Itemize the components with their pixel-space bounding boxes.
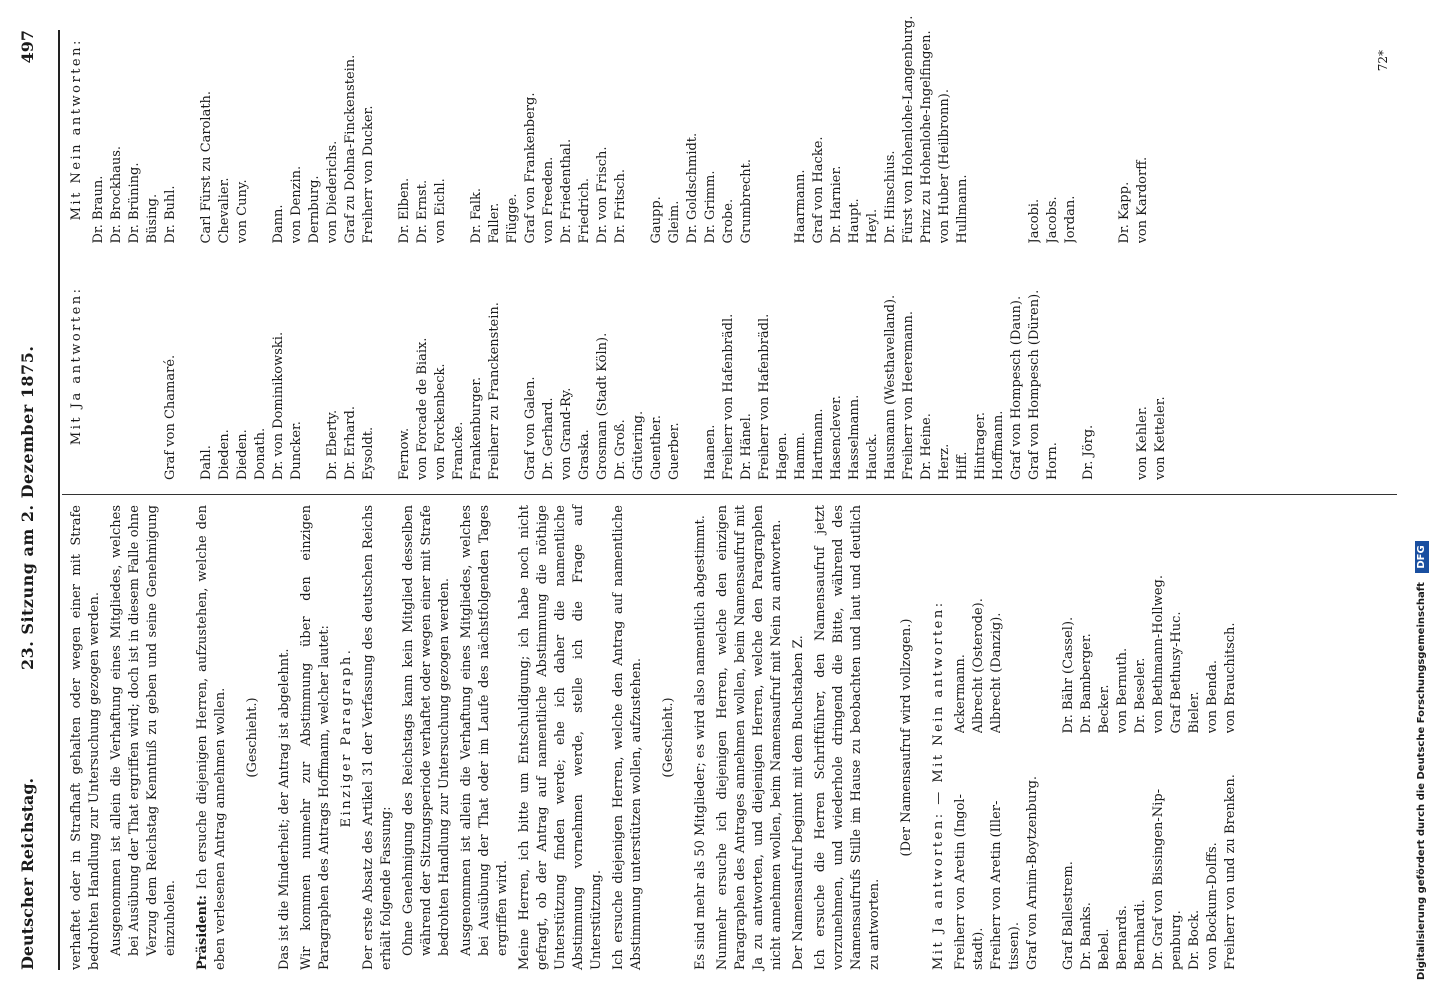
member-name xyxy=(756,15,774,244)
vote-headings xyxy=(68,15,90,480)
paragraph: Ohne Genehmigung des Reichstags kann kein Mitglied desselben während der Sitzungsperiode verhaftet oder wegen einer mit Strafe bedrohten Handlung zur Untersuchung gezogen werden. xyxy=(401,505,452,956)
member-name: Bernhardi. xyxy=(1133,899,1148,970)
member-name: Dr. Bock. xyxy=(1187,909,1202,970)
member-name xyxy=(990,15,1008,244)
member-name xyxy=(1024,505,1042,734)
paragraph: Wir kommen nunmehr zur Abstimmung über den einzigen Paragraphen des Antrags Hoffmann, welcher lautet: xyxy=(299,505,332,970)
member-name: Hauck. xyxy=(865,433,880,480)
member-name: Graf von Arnim-Boytzenburg. xyxy=(1025,775,1040,970)
member-name: Dr. Brüning. xyxy=(127,162,142,244)
procedural-note: (Geschieht.) xyxy=(661,697,676,778)
member-name: Dr. Elben. xyxy=(397,177,412,244)
paragraph: Meine Herren, ich bitte um Entschuldigung; ich habe noch nicht gefragt, ob der Antrag auf namentliche Abstimmung die nöthige Unterstützung finden werde; ehe ich daher die namentliche Abstimmung vornehmen werde, stelle ich die Frage auf Unterstützung. xyxy=(517,505,604,970)
member-name: Dr. Kapp. xyxy=(1117,181,1132,244)
member-name: von Cuny. xyxy=(235,179,250,244)
member-name xyxy=(126,252,144,481)
member-name: von Kehler. xyxy=(1135,406,1150,480)
member-name: Hasselmann. xyxy=(847,394,862,480)
member-name: von Huber (Heilbronn). xyxy=(937,89,952,244)
paragraph: Es sind mehr als 50 Mitglieder; es wird also namentlich abgestimmt. xyxy=(693,515,708,970)
member-name xyxy=(180,252,198,481)
paragraph: Der erste Absatz des Artikel 31 der Verfassung des deutschen Reichs erhält folgende Fassung: xyxy=(361,505,394,970)
member-name: Hagen. xyxy=(775,432,790,480)
member-name: Hullmann. xyxy=(955,174,970,244)
member-name: penburg. xyxy=(1169,910,1184,970)
member-name: Eysoldt. xyxy=(361,426,376,480)
signature-mark: 72* xyxy=(1376,50,1390,72)
paragraph: Das ist die Minderheit; der Antrag ist abgelehnt. xyxy=(277,648,292,970)
member-name: Dr. Eberty. xyxy=(325,409,340,480)
member-name: Büsing. xyxy=(145,193,160,244)
vote-name-list xyxy=(952,505,1240,970)
member-name: Jacobs. xyxy=(1045,196,1060,244)
member-name: Dr. Brockhaus. xyxy=(109,145,124,244)
member-name: Heyl. xyxy=(865,208,880,244)
member-name xyxy=(1098,252,1116,481)
member-name: Guenther. xyxy=(649,414,664,480)
member-name: Dieden. xyxy=(235,429,250,480)
member-name: Graska. xyxy=(577,429,592,480)
member-name: Jacobi. xyxy=(1027,198,1042,244)
member-name xyxy=(1080,15,1098,244)
member-name: Dr. von Dominikowski. xyxy=(271,331,286,480)
member-name: Jordan. xyxy=(1063,195,1078,244)
member-name: Francke. xyxy=(451,421,466,480)
member-name: Freiherr von Aretin (Ingol- xyxy=(953,794,968,970)
member-name xyxy=(378,15,396,244)
member-name xyxy=(1008,15,1026,244)
member-name: Grobe. xyxy=(721,198,736,244)
member-name: Dr. Ernst. xyxy=(415,179,430,244)
member-name: Gleim. xyxy=(667,200,682,244)
member-name: von Freeden. xyxy=(541,156,556,244)
member-name: stadt). xyxy=(971,927,986,970)
column-divider xyxy=(62,494,1397,495)
member-name: Dr. Bamberger. xyxy=(1079,633,1094,734)
member-name: Freiherr von Aretin (Iller- xyxy=(989,800,1004,970)
member-name xyxy=(252,15,270,244)
member-name: Horn. xyxy=(1045,442,1060,480)
member-name xyxy=(180,15,198,244)
member-name: Dr. Buhl. xyxy=(163,185,178,244)
member-name: Freiherr von und zu Brenken. xyxy=(1223,774,1238,970)
member-name: Albrecht (Danzig). xyxy=(989,612,1004,734)
header-rule xyxy=(58,30,60,970)
member-name: von Diederichs. xyxy=(325,140,340,244)
member-name: Graf von Hompesch (Düren). xyxy=(1027,289,1042,480)
member-name: Freiherr von Hafenbrädl. xyxy=(757,313,772,480)
member-name: Haanen. xyxy=(703,424,718,480)
member-name: von Kardorff. xyxy=(1135,156,1150,244)
speaker-label: Präsident: xyxy=(195,895,210,970)
credit-strip xyxy=(1412,0,1432,1000)
member-name: von Brauchitsch. xyxy=(1223,622,1238,734)
member-name: Herz. xyxy=(937,443,952,480)
procedural-note: (Geschieht.) xyxy=(245,697,260,778)
member-name: Freiherr von Heeremann. xyxy=(901,311,916,480)
nein-names xyxy=(952,505,1240,734)
member-name: von Bethmann-Hollweg. xyxy=(1151,575,1166,734)
member-name: Dr. Falk. xyxy=(469,187,484,244)
member-name xyxy=(972,15,990,244)
member-name: Chevalier. xyxy=(217,177,232,244)
member-name: Bernards. xyxy=(1115,905,1130,970)
member-name: Hausmann (Westhavelland). xyxy=(883,294,898,480)
member-name: von Benda. xyxy=(1205,660,1220,734)
member-name xyxy=(1116,252,1134,481)
member-name: Frankenburger. xyxy=(469,376,484,480)
paragraph: Ausgenommen ist allein die Verhaftung eines Mitgliedes, welches bei Ausübung der That oder im Laufe des nächstfolgenden Tages ergriffen wird. xyxy=(459,505,510,956)
member-name: Fürst von Hohenlohe-Langenburg. xyxy=(901,15,916,244)
member-name: Gaupp. xyxy=(649,196,664,244)
nein-names xyxy=(90,15,1170,244)
member-name: Grumbrecht. xyxy=(739,158,754,244)
member-name: Fernow. xyxy=(397,427,412,480)
president-statement xyxy=(194,505,230,970)
member-name: von Bockum-Dolffs. xyxy=(1205,842,1220,970)
member-name: Prinz zu Hohenlohe-Ingelfingen. xyxy=(919,30,934,244)
member-name: Haupt. xyxy=(847,198,862,244)
section-title: Einziger Paragraph. xyxy=(339,647,354,828)
member-name: Dr. Bähr (Cassel). xyxy=(1061,616,1076,734)
member-name xyxy=(450,15,468,244)
member-name: Faller. xyxy=(487,202,502,244)
member-name xyxy=(1062,252,1080,481)
member-name: Graf Bethusy-Huc. xyxy=(1169,611,1184,734)
member-name: Dr. Jörg. xyxy=(1081,424,1096,480)
member-name xyxy=(684,252,702,481)
credit-text: Digitalisierung gefördert durch die Deutsche Forschungsgemeinschaft xyxy=(1416,582,1427,980)
member-name: Ackermann. xyxy=(953,654,968,734)
member-name: Dahl. xyxy=(199,445,214,480)
publication-title: Deutscher Reichstag. xyxy=(18,777,37,970)
member-name: Hiff. xyxy=(955,451,970,480)
member-name: Hartmann. xyxy=(811,408,826,480)
member-name: von Denzin. xyxy=(289,165,304,244)
member-name: von Forckenbeck. xyxy=(433,363,448,480)
ja-names xyxy=(952,742,1240,971)
member-name xyxy=(504,252,522,481)
member-name: Graf von Hompesch (Daun). xyxy=(1009,295,1024,480)
member-name: Dr. Beseler. xyxy=(1133,657,1148,734)
speaker-text: Ich ersuche diejenigen Herren, aufzustehen, welche den eben verlesenen Antrag annehmen wollen. xyxy=(195,505,228,970)
member-name: Dr. Groß. xyxy=(613,419,628,480)
member-name: Dr. Grimm. xyxy=(703,170,718,244)
procedural-note: (Der Namensaufruf wird vollzogen.) xyxy=(899,618,914,857)
member-name: Grütering. xyxy=(631,410,646,480)
member-name: Graf von Frankenberg. xyxy=(523,92,538,244)
paragraph: Der Namensaufruf beginnt mit dem Buchstaben Z. xyxy=(791,635,806,970)
member-name xyxy=(1006,505,1024,734)
member-name xyxy=(1042,505,1060,734)
member-name: von Forcade de Biaix. xyxy=(415,337,430,480)
nein-heading: Mit Nein antworten: xyxy=(69,38,84,221)
paragraph: Ich ersuche diejenigen Herren, welche den Antrag auf namentliche Abstimmung unterstützen wollen, aufzustehen. xyxy=(611,505,644,970)
member-name: Dann. xyxy=(271,204,286,244)
member-name: Hoffmann. xyxy=(991,410,1006,480)
member-name: Donath. xyxy=(253,427,268,480)
ja-names xyxy=(90,252,1170,481)
member-name xyxy=(774,15,792,244)
member-name: von Bernuth. xyxy=(1115,647,1130,734)
member-name: Graf zu Dohna-Finckenstein. xyxy=(343,54,358,244)
member-name: Hamm. xyxy=(793,432,808,480)
member-name: Graf Ballestrem. xyxy=(1061,861,1076,970)
member-name: Bieler. xyxy=(1187,691,1202,734)
member-name: Freiherr zu Franckenstein. xyxy=(487,302,502,480)
session-title: 23. Sitzung am 2. Dezember 1875. xyxy=(18,345,37,670)
member-name: tissen). xyxy=(1007,922,1022,970)
member-name: Friedrich. xyxy=(577,177,592,244)
right-column xyxy=(68,15,1170,480)
ja-heading: Mit Ja antworten: xyxy=(69,286,84,446)
member-name: Albrecht (Osterode). xyxy=(971,598,986,734)
page-header xyxy=(8,30,48,970)
member-name: von Eichl. xyxy=(433,178,448,244)
member-name: Graf von Chamaré. xyxy=(163,354,178,480)
member-name: Dr. Fritsch. xyxy=(613,168,628,244)
member-name: Graf von Hacke. xyxy=(811,136,826,244)
member-name: Dr. Gerhard. xyxy=(541,397,556,480)
member-name: Dr. Harnier. xyxy=(829,165,844,244)
member-name xyxy=(378,252,396,481)
member-name: Duncker. xyxy=(289,421,304,480)
member-name: Dr. Hinschius. xyxy=(883,150,898,244)
member-name: Bebel. xyxy=(1097,928,1112,970)
member-name: Dr. Erhard. xyxy=(343,406,358,480)
paragraph: Ich ersuche die Herren Schriftführer, den Namensaufruf jetzt vorzunehmen, und wiederhole dringend die Bitte, während des Namensaufrufs Stille im Hause zu beobachten und laut und deutlich zu antworten. xyxy=(813,505,882,970)
member-name xyxy=(630,15,648,244)
member-name: Guerber. xyxy=(667,422,682,480)
member-name xyxy=(144,252,162,481)
member-name: Dr. Goldschmidt. xyxy=(685,132,700,244)
member-name: Freiherr von Ducker. xyxy=(361,105,376,244)
member-name: Grosman (Stadt Köln). xyxy=(595,332,610,480)
paragraph: Nunmehr ersuche ich diejenigen Herren, welche den einzigen Paragraphen des Antrages annehmen wollen, beim Namensaufruf mit Ja zu antworten, und diejenigen Herren, welche den Paragraphen nicht annehmen wollen, beim Namensaufruf mit Nein zu antworten. xyxy=(715,505,784,970)
member-name: Hasenclever. xyxy=(829,395,844,480)
member-name: Becker. xyxy=(1097,684,1112,734)
member-name: Dernburg. xyxy=(307,175,322,244)
member-name: Dr. Braun. xyxy=(91,175,106,244)
member-name: Flügge. xyxy=(505,193,520,244)
member-name: Dr. Friedenthal. xyxy=(559,138,574,244)
member-name xyxy=(90,252,108,481)
member-name: Dieden. xyxy=(217,429,232,480)
member-name: von Grand-Ry. xyxy=(559,387,574,480)
left-column xyxy=(68,505,1240,970)
member-name: Carl Fürst zu Carolath. xyxy=(199,90,214,244)
vote-name-list xyxy=(90,15,1170,480)
member-name xyxy=(1098,15,1116,244)
vote-heading: Mit Ja antworten: — Mit Nein antworten: xyxy=(931,600,946,970)
member-name: Freiherr von Hafenbrädl. xyxy=(721,313,736,480)
member-name xyxy=(1042,742,1060,971)
member-name xyxy=(108,252,126,481)
member-name xyxy=(306,252,324,481)
member-name: Dr. Heine. xyxy=(919,413,934,480)
member-name: Dr. Hänel. xyxy=(739,413,754,480)
member-name: von Ketteler. xyxy=(1153,396,1168,480)
paragraph: Ausgenommen ist allein die Verhaftung eines Mitgliedes, welches bei Ausübung der That ergriffen wird; doch ist in diesem Falle ohne Verzug dem Reichstag Kenntniß zu geben und seine Genehmigung einzuholen. xyxy=(109,505,178,956)
member-name: Dr. Graf von Bissingen-Nip- xyxy=(1151,788,1166,970)
dfg-logo: DFG xyxy=(1415,541,1429,572)
member-name: Haarmann. xyxy=(793,169,808,244)
member-name: Graf von Galen. xyxy=(523,376,538,480)
paragraph: verhaftet oder in Strafhaft gehalten oder wegen einer mit Strafe bedrohten Handlung zur Untersuchung gezogen werden. xyxy=(69,505,102,970)
member-name: Hintrager. xyxy=(973,412,988,480)
member-name: Dr. Banks. xyxy=(1079,902,1094,970)
member-name: Dr. von Frisch. xyxy=(595,146,610,244)
page-number: 497 xyxy=(18,30,37,64)
